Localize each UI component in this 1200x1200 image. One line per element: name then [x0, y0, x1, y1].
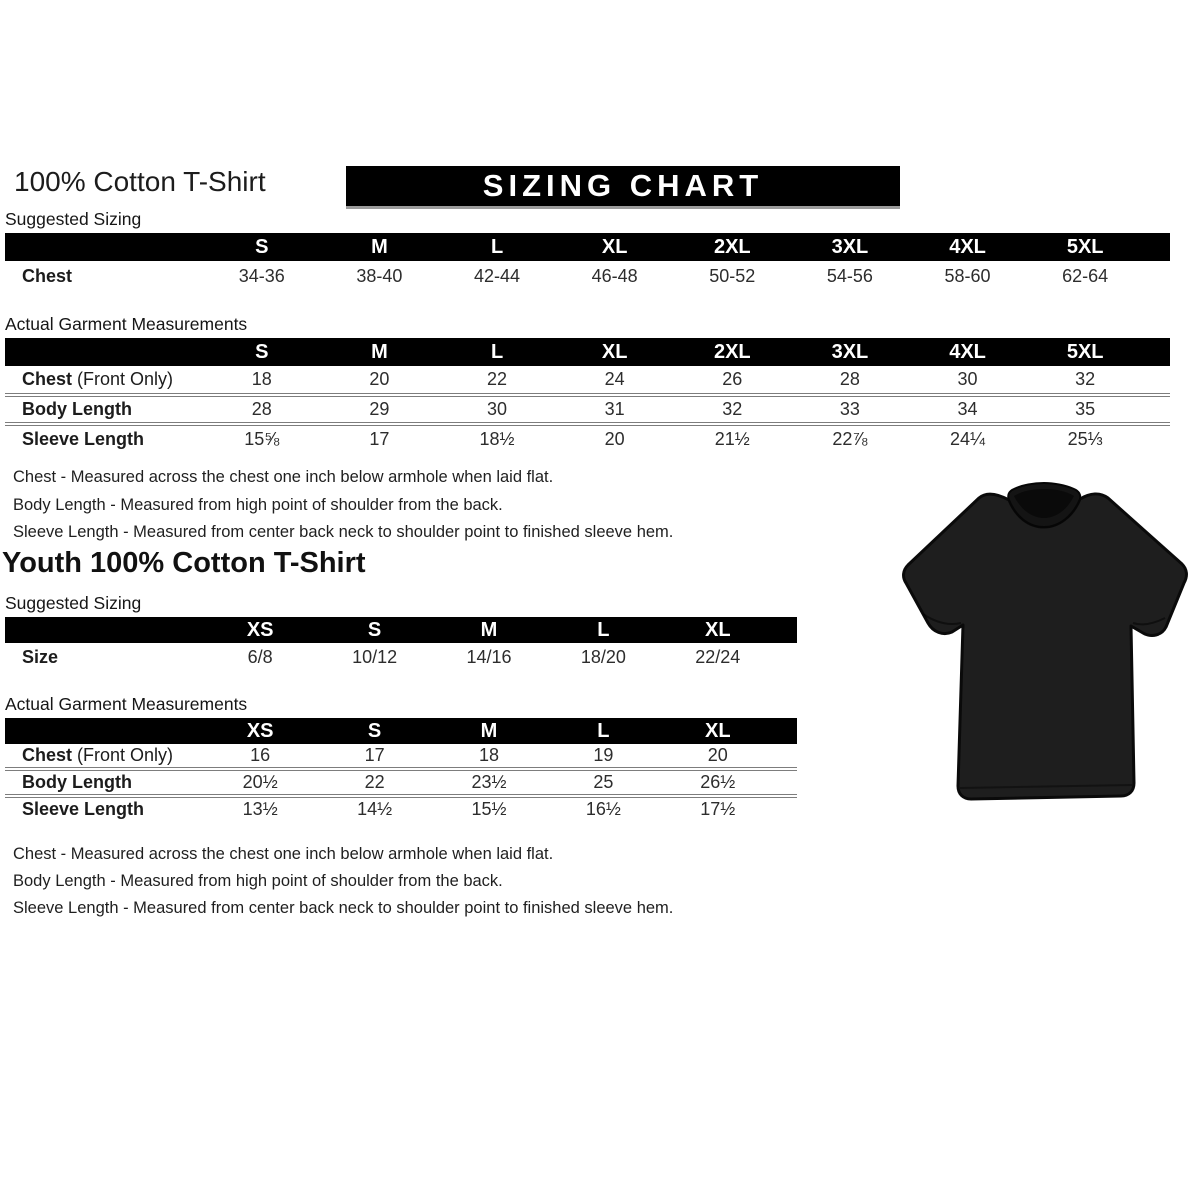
row-label-text: Body Length	[22, 772, 132, 792]
measurement-note: Sleeve Length - Measured from center back neck to shoulder point to finished sleeve hem.	[13, 523, 674, 541]
size-column-header: 3XL	[791, 338, 909, 366]
size-column-header: XL	[661, 718, 775, 744]
row-label-column-header	[5, 718, 203, 744]
size-column-header: S	[203, 338, 321, 366]
row-label-text: Size	[22, 646, 59, 667]
size-header-row	[5, 617, 797, 643]
row-label-text: Body Length	[22, 399, 132, 419]
measurement-value: 18/20	[580, 646, 626, 667]
measurement-value: 34-36	[238, 266, 285, 286]
measurement-value: 22	[487, 369, 508, 389]
adult-measurement-notes	[13, 464, 673, 547]
header-spacer	[775, 718, 797, 744]
row-label	[5, 744, 203, 769]
row-label	[5, 395, 203, 424]
size-column-header: 5XL	[1026, 233, 1144, 261]
table-row	[5, 744, 797, 769]
measurement-value: 22	[364, 772, 385, 792]
row-label-column-header	[5, 617, 203, 643]
measurement-value: 28	[839, 369, 860, 389]
measurement-value: 30	[487, 399, 508, 419]
measurement-value: 25	[593, 772, 614, 792]
size-column-header: L	[546, 718, 660, 744]
measurement-value: 46-48	[591, 266, 638, 286]
measurement-value: 29	[369, 399, 390, 419]
measurement-value: 14/16	[466, 646, 512, 667]
measurement-value: 16	[250, 745, 271, 765]
measurement-value: 15½	[471, 799, 507, 819]
tshirt-photo	[893, 470, 1193, 810]
measurement-value: 18½	[479, 429, 515, 449]
size-column-header: 3XL	[791, 233, 909, 261]
row-label	[5, 366, 203, 395]
header-spacer	[1144, 233, 1170, 261]
size-column-header: 2XL	[674, 233, 792, 261]
youth-measurement-notes	[13, 841, 673, 922]
measurement-value: 17½	[700, 799, 736, 819]
youth-suggested-sizing-table	[5, 617, 797, 671]
youth-garment-measurements-table	[5, 718, 797, 821]
row-label-suffix: (Front Only)	[72, 745, 174, 765]
sizing-chart-banner: SIZING CHART	[346, 166, 900, 209]
size-column-header: 4XL	[909, 233, 1027, 261]
row-label	[5, 424, 203, 453]
row-label	[5, 769, 203, 796]
youth-garment-measurements-heading: Actual Garment Measurements	[5, 694, 797, 720]
row-label	[5, 796, 203, 821]
measurement-value: 17	[364, 745, 385, 765]
size-column-header: 5XL	[1026, 338, 1144, 366]
size-column-header: S	[317, 718, 431, 744]
measurement-value: 32	[722, 399, 743, 419]
row-spacer	[775, 744, 797, 769]
row-label	[5, 643, 203, 671]
measurement-value: 32	[1075, 369, 1096, 389]
size-header-row	[5, 233, 1170, 261]
row-spacer	[1144, 395, 1170, 424]
measurement-value: 62-64	[1062, 266, 1109, 286]
measurement-value: 54-56	[826, 266, 873, 286]
table-row	[5, 424, 1170, 453]
row-label-text: Sleeve Length	[22, 799, 145, 819]
measurement-value: 24	[604, 369, 625, 389]
measurement-note: Chest - Measured across the chest one inch below armhole when laid flat.	[13, 468, 554, 486]
size-column-header: 2XL	[674, 338, 792, 366]
size-header-row	[5, 718, 797, 744]
measurement-value: 15⅝	[244, 429, 280, 449]
size-column-header: M	[321, 233, 439, 261]
size-column-header: L	[546, 617, 660, 643]
header-spacer	[775, 617, 797, 643]
table-row	[5, 261, 1170, 292]
row-label-text: Chest	[22, 745, 73, 765]
row-spacer	[775, 769, 797, 796]
measurement-value: 10/12	[352, 646, 398, 667]
size-column-header: M	[432, 617, 546, 643]
size-column-header: XL	[556, 338, 674, 366]
measurement-value: 23½	[471, 772, 507, 792]
row-label-text: Chest	[22, 369, 73, 389]
size-column-header: XS	[203, 617, 317, 643]
adult-suggested-sizing-table	[5, 233, 1170, 292]
size-column-header: S	[203, 233, 321, 261]
measurement-value: 17	[369, 429, 390, 449]
size-column-header: XL	[661, 617, 775, 643]
row-spacer	[1144, 366, 1170, 395]
row-label-suffix: (Front Only)	[72, 369, 174, 389]
measurement-value: 26	[722, 369, 743, 389]
row-label-column-header	[5, 338, 203, 366]
row-spacer	[1144, 424, 1170, 453]
table-row	[5, 643, 797, 671]
adult-suggested-sizing-heading: Suggested Sizing	[5, 209, 1170, 235]
row-label	[5, 261, 203, 292]
measurement-note: Body Length - Measured from high point of shoulder from the back.	[13, 495, 503, 514]
measurement-value: 22⅞	[832, 429, 868, 449]
measurement-value: 20	[707, 745, 728, 765]
measurement-value: 28	[251, 399, 272, 419]
measurement-value: 20	[369, 369, 390, 389]
measurement-value: 26½	[700, 772, 736, 792]
size-column-header: XL	[556, 233, 674, 261]
measurement-value: 38-40	[356, 266, 403, 286]
youth-section-title: Youth 100% Cotton T-Shirt	[2, 547, 366, 579]
measurement-value: 6/8	[247, 646, 273, 667]
measurement-value: 20½	[242, 772, 278, 792]
measurement-value: 58-60	[944, 266, 991, 286]
adult-section-title: 100% Cotton T-Shirt	[14, 166, 266, 197]
measurement-value: 25⅓	[1067, 429, 1103, 449]
size-column-header: XS	[203, 718, 317, 744]
measurement-value: 50-52	[709, 266, 756, 286]
measurement-value: 18	[251, 369, 272, 389]
row-label-text: Chest	[22, 266, 73, 286]
table-row	[5, 395, 1170, 424]
measurement-value: 16½	[585, 799, 621, 819]
size-column-header: S	[317, 617, 431, 643]
measurement-value: 14½	[357, 799, 393, 819]
measurement-value: 21½	[714, 429, 750, 449]
table-row	[5, 796, 797, 821]
measurement-value: 18	[478, 745, 499, 765]
header-spacer	[1144, 338, 1170, 366]
size-column-header: 4XL	[909, 338, 1027, 366]
youth-suggested-sizing-heading: Suggested Sizing	[5, 593, 797, 619]
adult-garment-measurements-heading: Actual Garment Measurements	[5, 314, 1170, 340]
row-label-column-header	[5, 233, 203, 261]
measurement-note: Body Length - Measured from high point of shoulder from the back.	[13, 872, 503, 890]
measurement-note: Chest - Measured across the chest one inch below armhole when laid flat.	[13, 845, 554, 863]
measurement-value: 20	[604, 429, 625, 449]
measurement-value: 30	[957, 369, 978, 389]
adult-garment-measurements-table	[5, 338, 1170, 453]
measurement-value: 24¼	[950, 429, 986, 449]
table-row	[5, 366, 1170, 395]
measurement-value: 13½	[242, 799, 278, 819]
row-spacer	[775, 643, 797, 671]
measurement-value: 35	[1075, 399, 1096, 419]
measurement-value: 22/24	[695, 646, 741, 667]
tshirt-icon	[893, 470, 1193, 810]
size-header-row	[5, 338, 1170, 366]
measurement-value: 33	[839, 399, 860, 419]
measurement-value: 42-44	[474, 266, 521, 286]
row-spacer	[775, 796, 797, 821]
size-column-header: M	[321, 338, 439, 366]
row-label-text: Sleeve Length	[22, 429, 145, 449]
size-column-header: L	[438, 338, 556, 366]
size-column-header: L	[438, 233, 556, 261]
measurement-note: Sleeve Length - Measured from center back neck to shoulder point to finished sleeve hem.	[13, 899, 674, 917]
row-spacer	[1144, 261, 1170, 292]
size-column-header: M	[432, 718, 546, 744]
table-row	[5, 769, 797, 796]
measurement-value: 31	[604, 399, 625, 419]
measurement-value: 19	[593, 745, 614, 765]
measurement-value: 34	[957, 399, 978, 419]
